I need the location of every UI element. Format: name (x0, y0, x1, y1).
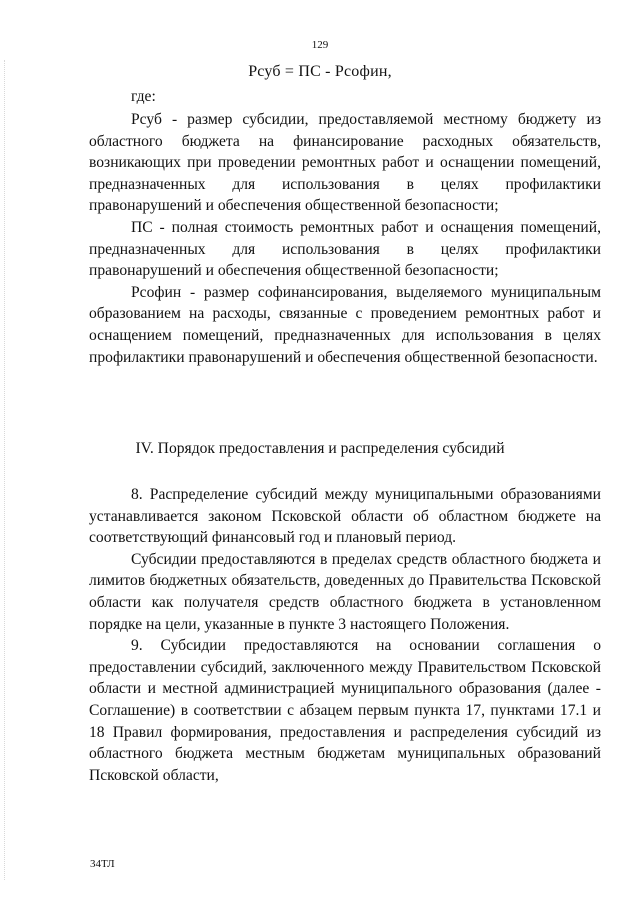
footer-code: 34ТЛ (90, 858, 115, 870)
where-label: где: (131, 88, 156, 105)
paragraph-8: 8. Распределение субсидий между муниципальными образованиями устанавливается законом Псковской области об областном бюджете на соответствующий финансовый год и плановый период. (89, 486, 601, 547)
section-heading: IV. Порядок предоставления и распределения субсидий (135, 440, 505, 457)
section-body (89, 484, 601, 786)
definition-rsub: Рсуб - размер субсидии, предоставляемой местному бюджету из областного бюджета на финансирование расходных обязательств, возникающих при проведении ремонтных работ и оснащении помещений, предназначенных для использования в целях профилактики правонарушений и обеспечения общественной безопасности; (89, 111, 601, 215)
page-number: 129 (311, 39, 329, 51)
definitions-block (89, 109, 601, 368)
paragraph-9: 9. Субсидии предоставляются на основании соглашения о предоставлении субсидий, заключенного между Правительством Псковской области и местной администрацией муниципального образования (далее - Соглашение) в соответствии с абзацем первым пункта 17, пунктами 17.1 и 18 Правил формирования, предоставления и распределения субсидий из областного бюджета местным бюджетам муниципальных образований Псковской области, (89, 637, 601, 784)
scan-edge-mark (4, 60, 6, 880)
definition-ps: ПС - полная стоимость ремонтных работ и оснащения помещений, предназначенных для использования в целях профилактики правонарушений и обеспечения общественной безопасности; (89, 218, 601, 280)
subsidy-formula: Рсуб = ПС - Рсофин, (248, 63, 392, 80)
definition-rsofin: Рсофин - размер софинансирования, выделяемого муниципальным образованием на расходы, связанные с проведением ремонтных работ и оснащением помещений, предназначенных для использования в целях профилактики правонарушений и обеспечения общественной безопасности. (89, 283, 601, 366)
paragraph-subsidy-limits: Субсидии предоставляются в пределах средств областного бюджета и лимитов бюджетных обязательств, доведенных до Правительства Псковской области как получателя средств областного бюджета в установленном порядке на цели, указанные в пункте 3 настоящего Положения. (89, 550, 601, 633)
